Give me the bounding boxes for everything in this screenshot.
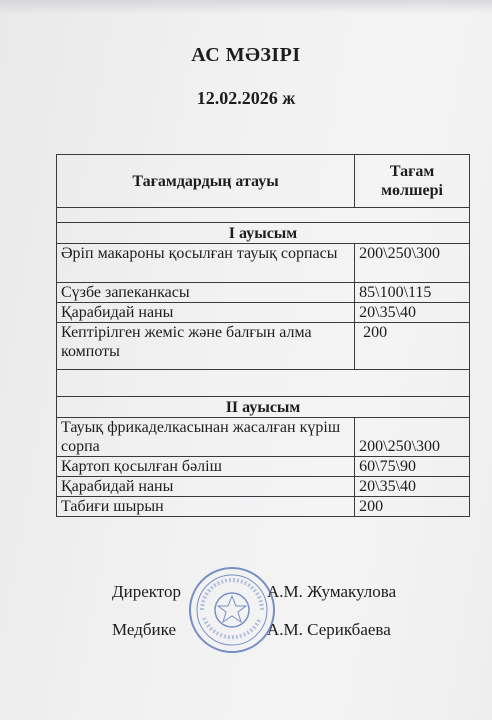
signature-nurse [112,620,391,640]
dish-name: Тауық фрикаделкасынан жасалған күріш сорпа [57,418,355,457]
table-row [57,418,470,457]
section-2-title: II ауысым [57,397,470,418]
menu-date: 12.02.2026 ж [196,88,296,108]
dish-name: Сүзбе запеканкасы [57,283,355,303]
table-row [57,457,470,477]
table-gap [57,370,470,397]
signature-name: А.М. Жумакулова [267,582,397,601]
table-header-row [57,155,470,208]
table-row [57,244,470,283]
signature-director [112,582,396,602]
table-row [57,477,470,497]
table-row [57,323,470,370]
dish-amount: 200\250\300 [355,244,470,283]
paper-top-shadow [0,0,492,14]
dish-amount: 20\35\40 [355,477,470,497]
dish-amount: 85\100\115 [355,283,470,303]
dish-amount: 200 [355,497,470,517]
dish-name: Картоп қосылған бәліш [57,457,355,477]
dish-name: Қарабидай наны [57,477,355,497]
table-gap [57,208,470,223]
table-row [57,497,470,517]
dish-amount: 200 [355,323,470,370]
dish-amount: 20\35\40 [355,303,470,323]
header-amount: Тағам мөлшері [355,155,470,208]
official-stamp-icon [188,566,276,654]
dish-amount: 60\75\90 [355,457,470,477]
header-dish-name: Тағамдардың атауы [57,155,355,208]
menu-table [56,154,470,517]
section-1-row [57,223,470,244]
section-2-row [57,397,470,418]
signature-role: Директор [112,582,181,601]
dish-name: Табиғи шырын [57,497,355,517]
signature-name: А.М. Серикбаева [267,620,391,639]
dish-name: Әріп макароны қосылған тауық сорпасы [57,244,355,283]
menu-title: АС МӘЗІРІ [191,44,301,66]
signature-role: Медбике [112,620,176,639]
table-row [57,283,470,303]
section-1-title: I ауысым [57,223,470,244]
dish-name: Кептірілген жеміс және балғын алма компоты [57,323,355,370]
dish-name: Қарабидай наны [57,303,355,323]
table-row [57,303,470,323]
dish-amount: 200\250\300 [355,418,470,457]
